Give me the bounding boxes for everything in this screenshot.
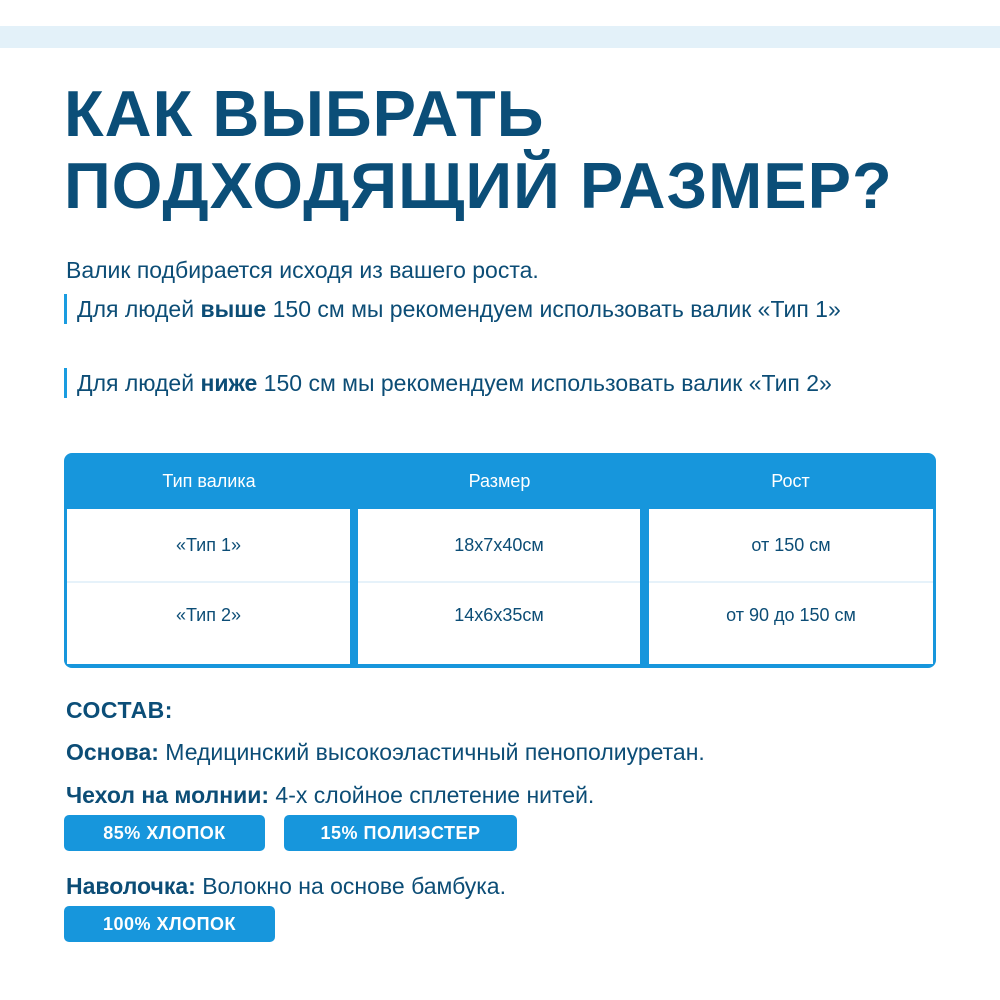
table-cell-size-2: 14х6х35см	[454, 605, 544, 625]
cotton-85-tag: 85% ХЛОПОК	[64, 815, 265, 851]
table-cell-height-2: от 90 до 150 см	[726, 605, 856, 625]
table-cell-height-1: от 150 см	[751, 535, 831, 555]
note-prefix: Для людей	[77, 370, 201, 396]
table-header-size: Размер	[468, 471, 531, 491]
table-column-height	[649, 509, 933, 664]
pillowcase-text: Волокно на основе бамбука.	[195, 873, 506, 899]
size-table	[64, 453, 936, 668]
cover-text: 4-х слойное сплетение нитей.	[269, 782, 595, 808]
page-title-line-2: ПОДХОДЯЩИЙ РАЗМЕР?	[64, 149, 893, 222]
note-suffix: 150 см мы рекомендуем использовать валик «Тип 1»	[266, 296, 841, 322]
note-emphasis: выше	[200, 296, 267, 322]
recommendation-note-above-150	[64, 294, 957, 324]
note-prefix: Для людей	[77, 296, 201, 322]
composition-base	[66, 738, 705, 766]
base-text: Медицинский высокоэластичный пенополиуретан.	[158, 739, 705, 765]
composition-heading: СОСТАВ:	[66, 697, 173, 723]
note-emphasis: ниже	[200, 370, 258, 396]
composition-pillowcase	[66, 872, 506, 900]
table-cell-type-1: «Тип 1»	[175, 535, 242, 555]
recommendation-note-below-150	[64, 368, 957, 398]
page-title-line-1: КАК ВЫБРАТЬ	[64, 77, 545, 150]
table-cell-type-2: «Тип 2»	[175, 605, 242, 625]
pillowcase-label: Наволочка:	[66, 873, 196, 899]
page-title	[64, 78, 893, 222]
cover-label: Чехол на молнии:	[66, 782, 270, 808]
intro-text: Валик подбирается исходя из вашего роста.	[66, 257, 539, 283]
composition-cover	[66, 781, 594, 809]
polyester-15-tag: 15% ПОЛИЭСТЕР	[284, 815, 517, 851]
table-header-height: Рост	[771, 471, 810, 491]
table-cell-size-1: 18х7х40см	[454, 535, 544, 555]
note-suffix: 150 см мы рекомендуем использовать валик «Тип 2»	[257, 370, 832, 396]
base-label: Основа:	[66, 739, 159, 765]
table-column-type	[67, 509, 350, 664]
table-header-type: Тип валика	[162, 471, 256, 491]
cotton-100-tag: 100% ХЛОПОК	[64, 906, 275, 942]
top-decorative-strip	[0, 26, 1000, 48]
table-column-size	[358, 509, 640, 664]
